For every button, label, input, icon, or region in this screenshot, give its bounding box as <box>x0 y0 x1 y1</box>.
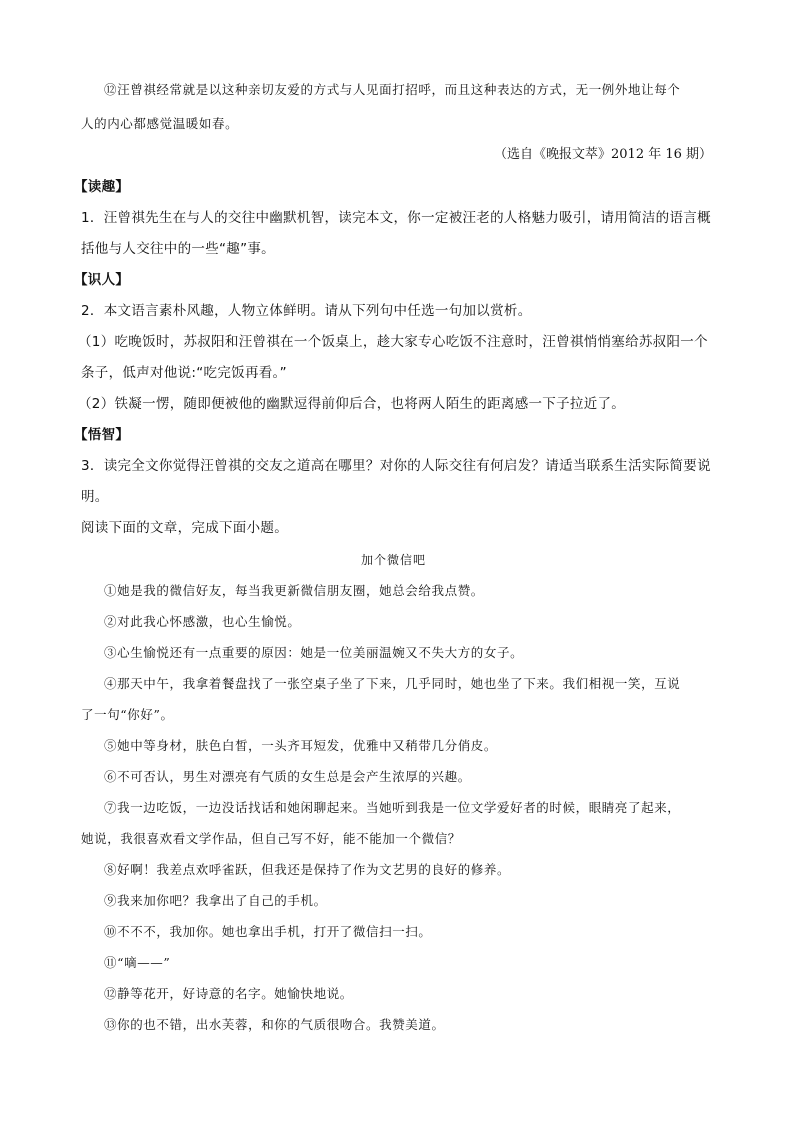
article-paragraph-7-line-1: ⑦我一边吃饭，一边没话找话和她闲聊起来。当她听到我是一位文学爱好者的时候，眼睛亮了起来， <box>104 800 681 815</box>
article-source: （选自《晚报文萃》2012 年 16 期） <box>494 147 713 162</box>
article-paragraph-13: ⑬你的也不错，出水芙蓉，和你的气质很吻合。我赞美道。 <box>104 1017 445 1032</box>
question-1-line-2: 括他与人交往中的一些“趣”事。 <box>81 241 275 257</box>
article-title: 加个微信吧 <box>361 553 427 567</box>
article-paragraph-4-line-1: ④那天中午，我拿着餐盘找了一张空桌子坐了下来，几乎同时，她也坐了下来。我们相视一笑，互说 <box>104 676 681 691</box>
reading-instruction: 阅读下面的文章，完成下面小题。 <box>81 520 288 536</box>
question-3-line-1: 3．读完全文你觉得汪曾祺的交友之道高在哪里？对你的人际交往有何启发？请适当联系生活实际简要说 <box>81 458 711 474</box>
article-paragraph-8: ⑧好啊！我差点欢呼雀跃，但我还是保持了作为文艺男的良好的修养。 <box>104 862 511 877</box>
paragraph-12-line-1: ⑫汪曾祺经常就是以这种亲切友爱的方式与人见面打招呼，而且这种表达的方式，无一例外地让每个 <box>104 82 681 97</box>
article-paragraph-2: ②对此我心怀感激，也心生愉悦。 <box>104 614 301 629</box>
question-2-option-1-line-2: 条子，低声对他说:“吃完饭再看。” <box>81 365 287 381</box>
article-paragraph-12: ⑫静等花开，好诗意的名字。她愉快地说。 <box>104 986 353 1001</box>
question-1-line-1: 1．汪曾祺先生在与人的交往中幽默机智，读完本文，你一定被汪老的人格魅力吸引，请用简洁的语言概 <box>81 210 711 226</box>
paragraph-12-line-2: 人的内心都感觉温暖如春。 <box>81 116 239 131</box>
question-3-line-2: 明。 <box>81 489 109 505</box>
article-paragraph-6: ⑥不可否认，男生对漂亮有气质的女生总是会产生浓厚的兴趣。 <box>104 769 471 784</box>
section-heading-duqu: 【读趣】 <box>74 179 130 195</box>
question-2-option-1-line-1: （1）吃晚饭时，苏叔阳和汪曾祺在一个饭桌上，趁大家专心吃饭不注意时，汪曾祺悄悄塞给苏叔阳一个 <box>78 334 708 350</box>
section-heading-wuzhi: 【悟智】 <box>74 427 130 443</box>
article-paragraph-9: ⑨我来加你吧？我拿出了自己的手机。 <box>104 893 327 908</box>
article-paragraph-10: ⑩不不不，我加你。她也拿出手机，打开了微信扫一扫。 <box>104 924 432 939</box>
article-paragraph-3: ③心生愉悦还有一点重要的原因：她是一位美丽温婉又不失大方的女子。 <box>104 645 524 660</box>
article-paragraph-11: ⑪“嘀——” <box>104 955 171 970</box>
question-2-intro: 2．本文语言素朴风趣，人物立体鲜明。请从下列句中任选一句加以赏析。 <box>81 303 532 319</box>
article-paragraph-4-line-2: 了一句“你好”。 <box>81 707 174 722</box>
section-heading-shiren: 【识人】 <box>74 272 130 288</box>
article-paragraph-5: ⑤她中等身材，肤色白皙，一头齐耳短发，优雅中又稍带几分俏皮。 <box>104 738 498 753</box>
article-paragraph-1: ①她是我的微信好友，每当我更新微信朋友圈，她总会给我点赞。 <box>104 583 484 598</box>
question-2-option-2: （2）铁凝一愣，随即便被他的幽默逗得前仰后合，也将两人陌生的距离感一下子拉近了。 <box>78 396 626 412</box>
article-paragraph-7-line-2: 她说，我很喜欢看文学作品，但自己写不好，能不能加一个微信？ <box>81 831 461 846</box>
